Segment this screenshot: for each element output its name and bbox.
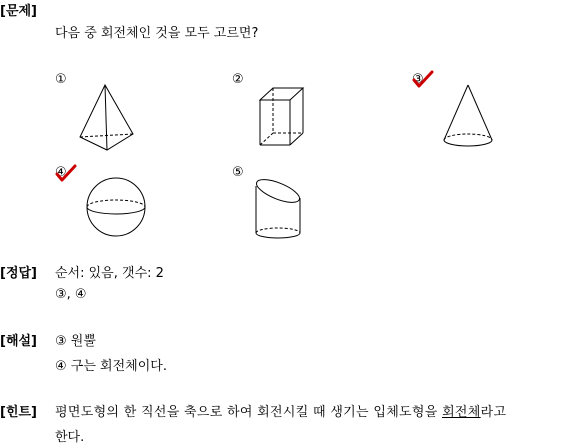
pyramid-figure <box>75 82 145 152</box>
option-2-marker: ② <box>232 72 244 87</box>
hint-underlined-term: 회전체 <box>442 405 481 420</box>
sphere-figure <box>85 176 150 241</box>
hint-text-before: 평면도형의 한 직선을 축으로 하여 회전시킬 때 생기는 입체도형을 <box>55 405 443 420</box>
option-3-marker: ③ <box>412 72 424 87</box>
prism-figure <box>255 85 310 155</box>
answer-order-line: 순서: 있음, 갯수: 2 <box>55 266 164 281</box>
cone-figure <box>440 82 500 152</box>
hint-text-after: 라고 <box>480 405 507 420</box>
explanation-line-2: ④ 구는 회전체이다. <box>55 359 167 374</box>
hint-line-2: 한다. <box>55 430 85 445</box>
check-mark-icon <box>55 164 77 182</box>
hint-line-1 <box>55 401 506 420</box>
option-5-marker: ⑤ <box>232 165 244 180</box>
question-text: 다음 중 회전체인 것을 모두 고르면? <box>55 26 259 41</box>
answer-value: ③, ④ <box>55 287 87 302</box>
check-mark-icon <box>412 70 434 88</box>
answer-label: [정답] <box>0 266 37 281</box>
hint-label: [힌트] <box>0 405 37 420</box>
explanation-line-1: ③ 원뿔 <box>55 334 96 349</box>
cut-cylinder-figure <box>252 176 312 246</box>
option-1-marker: ① <box>55 72 67 87</box>
problem-label: [문제] <box>0 4 37 19</box>
explanation-label: [해설] <box>0 334 37 349</box>
option-4-marker: ④ <box>55 165 67 180</box>
